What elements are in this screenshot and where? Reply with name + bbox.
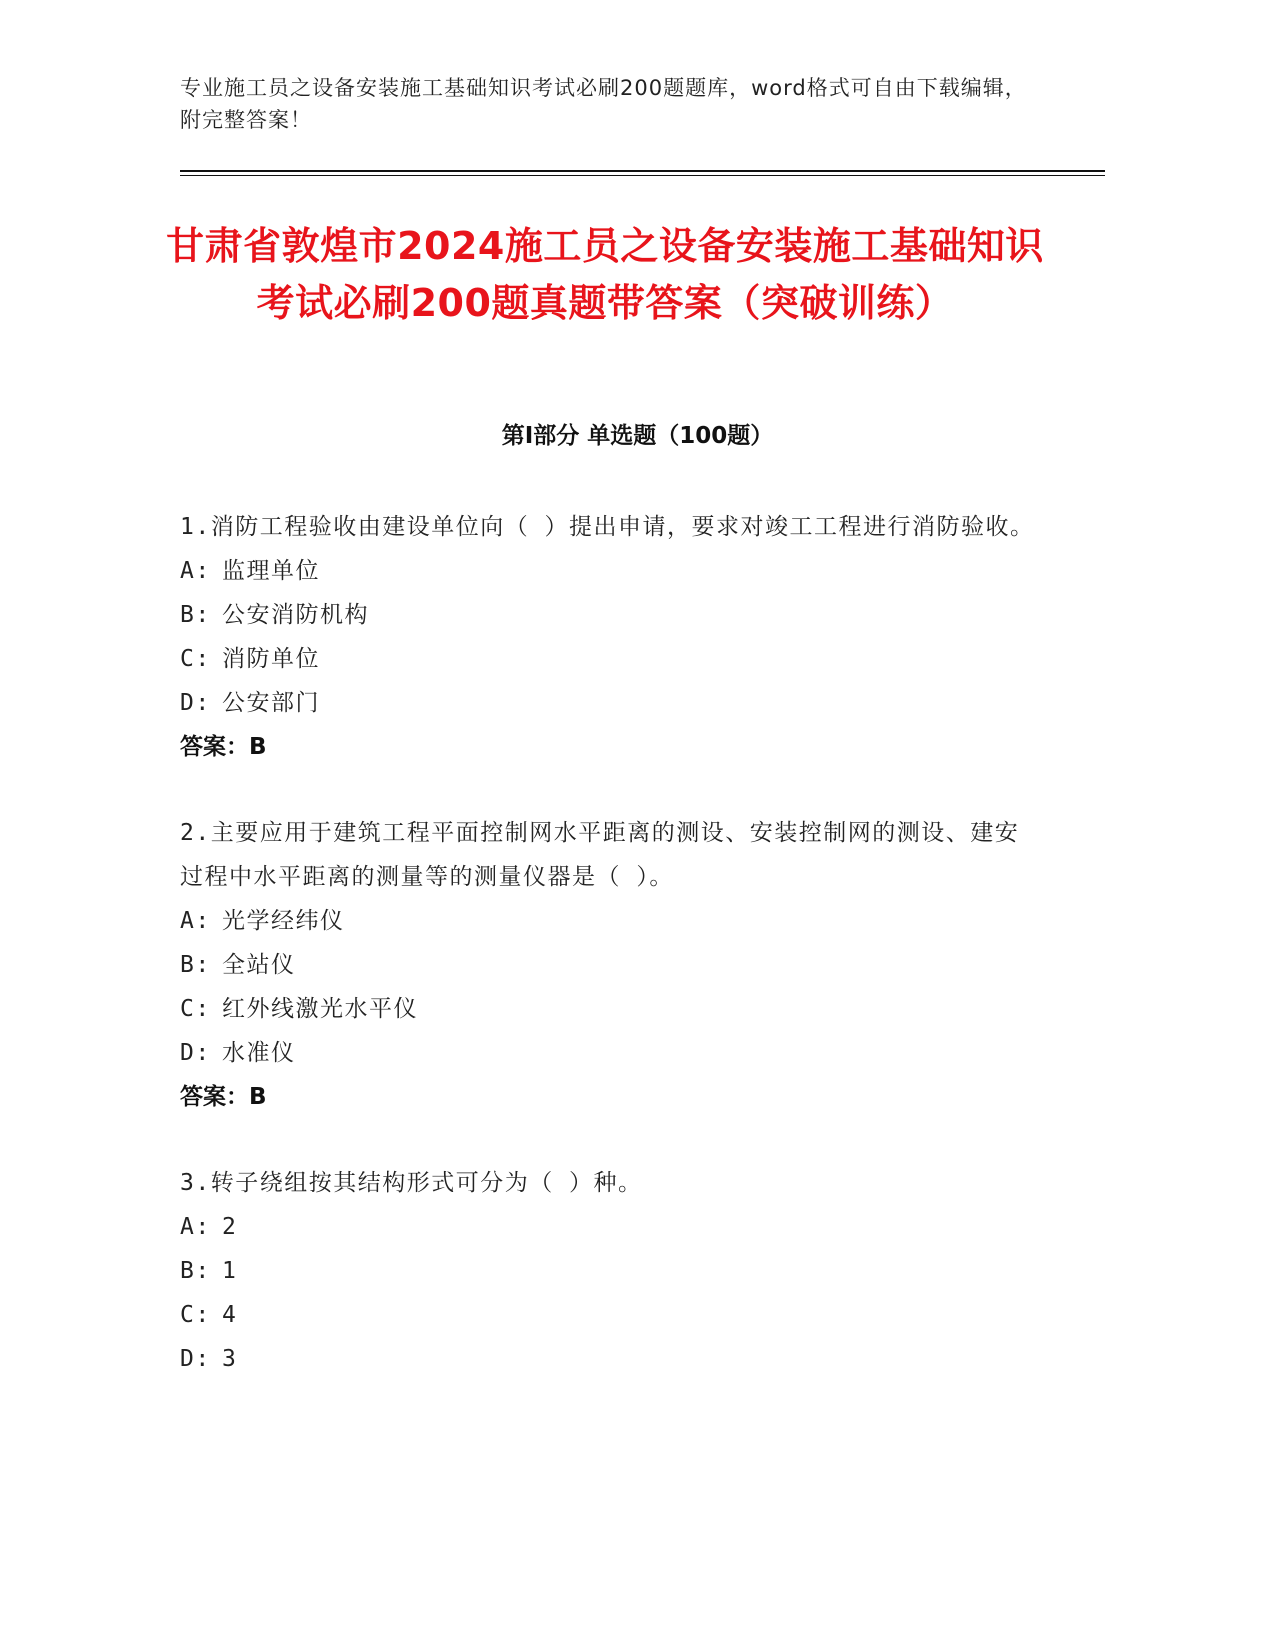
question-stem: 1.消防工程验收由建设单位向（ ）提出申请，要求对竣工工程进行消防验收。 — [180, 514, 1035, 540]
option-a — [180, 899, 1040, 943]
section-title: 第Ⅰ部分 单选题（100题） — [501, 423, 774, 449]
document-title: 甘肃省敦煌市2024施工员之设备安装施工基础知识考试必刷200题真题带答案（突破训练） — [166, 224, 1044, 325]
question-3 — [180, 1161, 1040, 1381]
option-d — [180, 681, 1040, 725]
option-text: 全站仪 — [222, 952, 296, 978]
option-text: 2 — [222, 1214, 238, 1240]
option-text: 1 — [222, 1258, 238, 1284]
option-c — [180, 1293, 1040, 1337]
option-letter: D: — [180, 1346, 211, 1372]
answer-line: 答案：B — [180, 734, 267, 760]
option-a — [180, 549, 1040, 593]
question-list — [180, 505, 1040, 1423]
option-a — [180, 1205, 1040, 1249]
header-note: 专业施工员之设备安装施工基础知识考试必刷200题题库，word格式可自由下载编辑，附完整答案！ — [180, 76, 1027, 132]
option-letter: D: — [180, 1040, 211, 1066]
option-c — [180, 637, 1040, 681]
option-letter: C: — [180, 1302, 211, 1328]
option-text: 4 — [222, 1302, 238, 1328]
option-text: 公安部门 — [222, 690, 320, 716]
option-text: 3 — [222, 1346, 238, 1372]
option-text: 监理单位 — [222, 558, 320, 584]
header-divider — [180, 170, 1105, 172]
option-letter: B: — [180, 1258, 211, 1284]
option-letter: A: — [180, 1214, 211, 1240]
option-text: 公安消防机构 — [222, 602, 369, 628]
option-letter: D: — [180, 690, 211, 716]
option-d — [180, 1337, 1040, 1381]
option-b — [180, 1249, 1040, 1293]
option-text: 消防单位 — [222, 646, 320, 672]
option-letter: A: — [180, 908, 211, 934]
question-stem: 2.主要应用于建筑工程平面控制网水平距离的测设、安装控制网的测设、建安过程中水平距离的测量等的测量仪器是（ ）。 — [180, 820, 1020, 890]
option-letter: A: — [180, 558, 211, 584]
option-c — [180, 987, 1040, 1031]
question-stem: 3.转子绕组按其结构形式可分为（ ）种。 — [180, 1170, 643, 1196]
option-text: 水准仪 — [222, 1040, 296, 1066]
option-text: 红外线激光水平仪 — [222, 996, 418, 1022]
question-2 — [180, 811, 1040, 1119]
option-letter: C: — [180, 996, 211, 1022]
question-1 — [180, 505, 1040, 769]
option-b — [180, 943, 1040, 987]
option-letter: C: — [180, 646, 211, 672]
option-letter: B: — [180, 602, 211, 628]
option-b — [180, 593, 1040, 637]
header-divider-thin — [180, 175, 1105, 176]
answer-line: 答案：B — [180, 1084, 267, 1110]
option-text: 光学经纬仪 — [222, 908, 345, 934]
option-d — [180, 1031, 1040, 1075]
option-letter: B: — [180, 952, 211, 978]
